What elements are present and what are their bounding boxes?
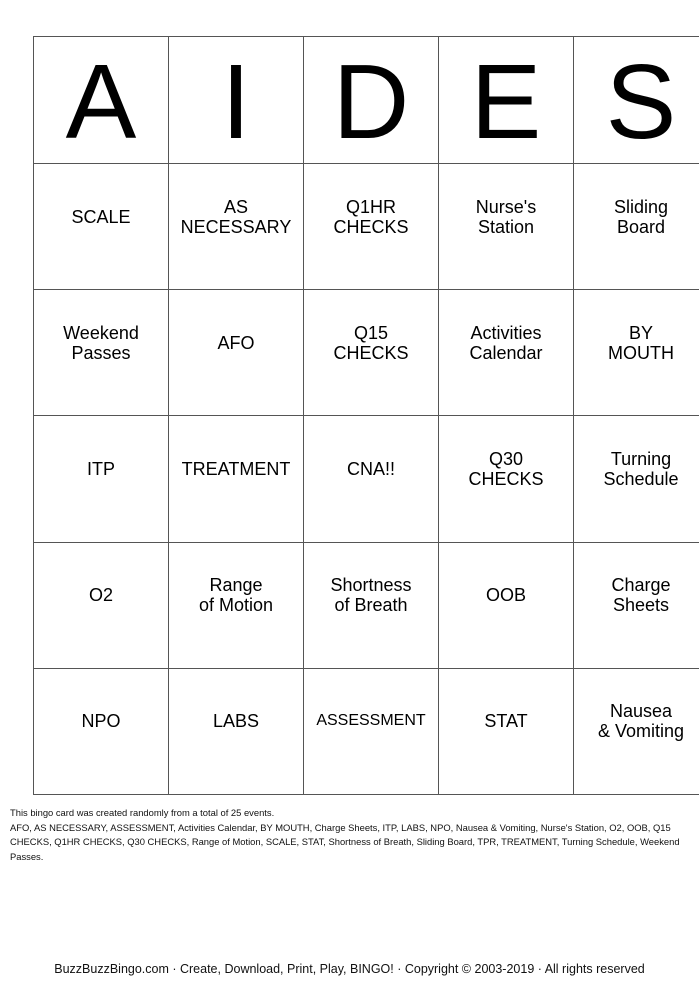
bingo-cell[interactable]: Nausea & Vomiting [574, 668, 699, 794]
bingo-row [34, 668, 699, 794]
bingo-cell[interactable]: SCALE [34, 164, 169, 290]
bingo-cell[interactable]: Activities Calendar [439, 290, 574, 416]
bingo-cell[interactable]: AS NECESSARY [169, 164, 304, 290]
site-footer: BuzzBuzzBingo.com · Create, Download, Print, Play, BINGO! · Copyright © 2003-2019 · All rights reserved [54, 962, 645, 976]
bingo-cell[interactable]: CNA!! [304, 416, 439, 542]
header-cell [304, 37, 439, 164]
header-cell [34, 37, 169, 164]
bingo-cell[interactable]: OOB [439, 542, 574, 668]
header-letter: S [605, 43, 677, 162]
header-letter: A [65, 43, 137, 162]
header-cell [169, 37, 304, 164]
bingo-cell[interactable]: NPO [34, 668, 169, 794]
note-event-list: AFO, AS NECESSARY, ASSESSMENT, Activities Calendar, BY MOUTH, Charge Sheets, ITP, LABS, NPO, Nausea & Vomiting, Nurse's Station, O2, OOB, Q15 CHECKS, Q1HR CHECKS, Q30 CHECKS, Range of Motion, SCALE, STAT, Shortness of Breath, Sliding Board, TPR, TREATMENT, Turning Schedule, Weekend Passes. [10, 821, 680, 862]
bingo-cell[interactable]: Weekend Passes [34, 290, 169, 416]
note-summary: This bingo card was created randomly from a total of 25 events. [10, 807, 275, 818]
header-letter: D [332, 43, 410, 162]
card-info-note [10, 806, 690, 864]
bingo-cell[interactable]: O2 [34, 542, 169, 668]
bingo-cell[interactable]: LABS [169, 668, 304, 794]
bingo-row [34, 416, 699, 542]
bingo-cell[interactable]: Q1HR CHECKS [304, 164, 439, 290]
header-letter: I [221, 43, 251, 162]
bingo-cell[interactable]: AFO [169, 290, 304, 416]
bingo-row [34, 290, 699, 416]
bingo-cell[interactable]: Range of Motion [169, 542, 304, 668]
bingo-card [33, 36, 699, 795]
bingo-cell[interactable]: Q15 CHECKS [304, 290, 439, 416]
bingo-cell[interactable]: Nurse's Station [439, 164, 574, 290]
bingo-row [34, 164, 699, 290]
bingo-cell[interactable]: ASSESSMENT [304, 668, 439, 794]
bingo-cell[interactable]: Turning Schedule [574, 416, 699, 542]
bingo-row [34, 542, 699, 668]
bingo-cell[interactable]: STAT [439, 668, 574, 794]
header-letter: E [470, 43, 542, 162]
bingo-cell[interactable]: Shortness of Breath [304, 542, 439, 668]
header-cell [574, 37, 699, 164]
bingo-cell[interactable]: BY MOUTH [574, 290, 699, 416]
bingo-header-row [34, 37, 699, 164]
bingo-cell[interactable]: TREATMENT [169, 416, 304, 542]
bingo-cell[interactable]: Charge Sheets [574, 542, 699, 668]
bingo-cell[interactable]: Sliding Board [574, 164, 699, 290]
header-cell [439, 37, 574, 164]
bingo-cell[interactable]: ITP [34, 416, 169, 542]
bingo-cell[interactable]: Q30 CHECKS [439, 416, 574, 542]
